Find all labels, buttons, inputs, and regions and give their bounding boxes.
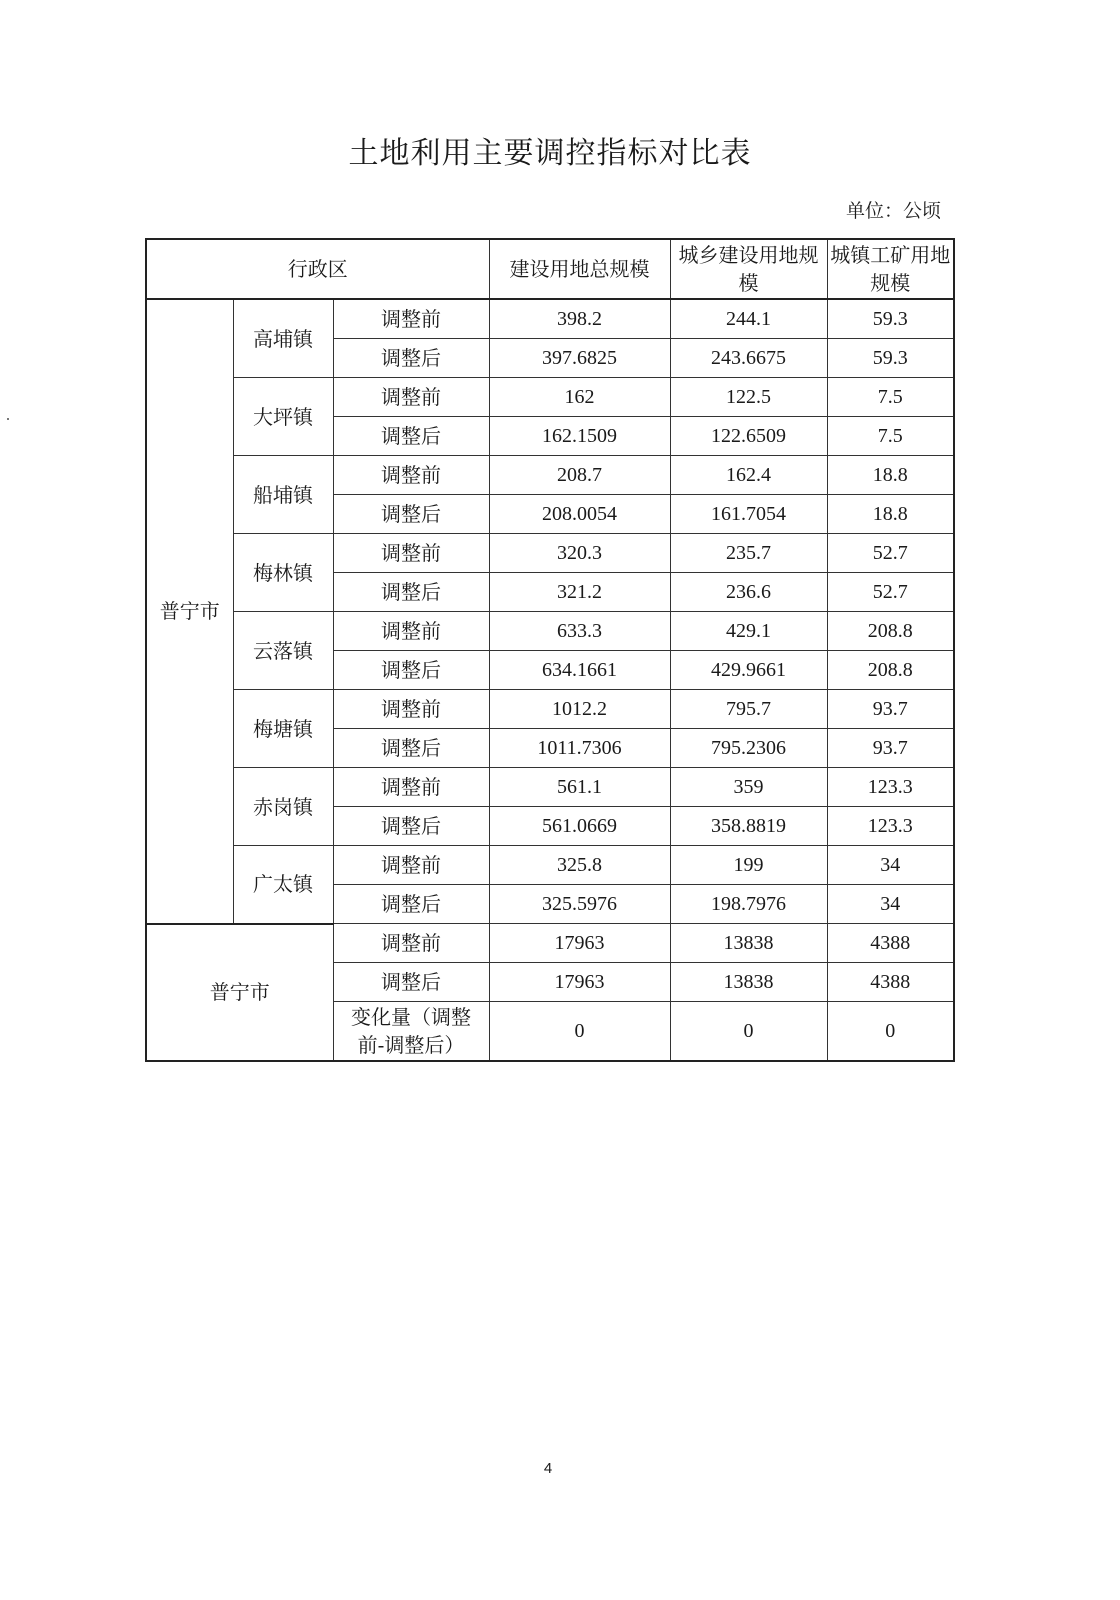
cell-urban-industrial-land: 34 <box>827 846 954 885</box>
stage-before-label: 调整前 <box>333 924 489 963</box>
cell-urban-rural-construction-land: 359 <box>670 768 827 807</box>
town-name: 云落镇 <box>233 612 333 690</box>
scan-speck <box>7 418 9 420</box>
cell-total-construction-land: 17963 <box>489 963 670 1002</box>
cell-urban-industrial-land: 93.7 <box>827 729 954 768</box>
cell-urban-rural-construction-land: 429.9661 <box>670 651 827 690</box>
cell-total-construction-land: 397.6825 <box>489 339 670 378</box>
cell-urban-rural-construction-land: 199 <box>670 846 827 885</box>
stage-after-label: 调整后 <box>333 807 489 846</box>
cell-urban-industrial-land: 18.8 <box>827 456 954 495</box>
cell-urban-industrial-land: 208.8 <box>827 612 954 651</box>
cell-total-construction-land: 208.0054 <box>489 495 670 534</box>
cell-urban-industrial-land: 93.7 <box>827 690 954 729</box>
cell-urban-industrial-land: 18.8 <box>827 495 954 534</box>
town-name: 梅林镇 <box>233 534 333 612</box>
stage-before-label: 调整前 <box>333 846 489 885</box>
cell-urban-rural-construction-land: 13838 <box>670 963 827 1002</box>
table-row <box>146 534 954 573</box>
cell-total-construction-land: 325.8 <box>489 846 670 885</box>
stage-after-label: 调整后 <box>333 573 489 612</box>
cell-urban-industrial-land: 34 <box>827 885 954 924</box>
cell-urban-industrial-land: 4388 <box>827 963 954 1002</box>
stage-before-label: 调整前 <box>333 690 489 729</box>
page-number: 4 <box>543 1460 553 1477</box>
city-label: 普宁市 <box>146 299 233 924</box>
header-region: 行政区 <box>146 239 489 299</box>
cell-total-construction-land: 633.3 <box>489 612 670 651</box>
cell-urban-rural-construction-land: 161.7054 <box>670 495 827 534</box>
stage-before-label: 调整前 <box>333 768 489 807</box>
cell-urban-industrial-land: 7.5 <box>827 417 954 456</box>
header-total-construction-land: 建设用地总规模 <box>489 239 670 299</box>
cell-urban-rural-construction-land: 13838 <box>670 924 827 963</box>
cell-urban-industrial-land: 52.7 <box>827 573 954 612</box>
stage-after-label: 调整后 <box>333 729 489 768</box>
cell-urban-rural-construction-land: 244.1 <box>670 299 827 339</box>
stage-before-label: 调整前 <box>333 299 489 339</box>
cell-urban-rural-construction-land: 795.7 <box>670 690 827 729</box>
stage-before-label: 调整前 <box>333 456 489 495</box>
table-row-total <box>146 924 954 963</box>
total-city-label: 普宁市 <box>146 924 333 1062</box>
cell-total-construction-land: 17963 <box>489 924 670 963</box>
cell-total-construction-land: 1011.7306 <box>489 729 670 768</box>
cell-urban-industrial-land: 208.8 <box>827 651 954 690</box>
cell-total-construction-land: 561.0669 <box>489 807 670 846</box>
stage-before-label: 调整前 <box>333 378 489 417</box>
header-row <box>146 239 954 299</box>
table-row <box>146 378 954 417</box>
town-name: 高埔镇 <box>233 299 333 378</box>
cell-total-construction-land: 208.7 <box>489 456 670 495</box>
header-urban-industrial-land: 城镇工矿用地规模 <box>827 239 954 299</box>
cell-urban-rural-construction-land: 358.8819 <box>670 807 827 846</box>
stage-after-label: 调整后 <box>333 885 489 924</box>
cell-urban-rural-construction-land: 429.1 <box>670 612 827 651</box>
town-name: 大坪镇 <box>233 378 333 456</box>
stage-before-label: 调整前 <box>333 612 489 651</box>
cell-urban-rural-construction-land: 795.2306 <box>670 729 827 768</box>
cell-urban-rural-construction-land: 122.5 <box>670 378 827 417</box>
stage-before-label: 调整前 <box>333 534 489 573</box>
cell-urban-industrial-land: 0 <box>827 1002 954 1062</box>
stage-after-label: 调整后 <box>333 495 489 534</box>
indicator-comparison-table <box>145 238 955 1062</box>
stage-after-label: 调整后 <box>333 963 489 1002</box>
table-row <box>146 299 954 339</box>
cell-urban-industrial-land: 7.5 <box>827 378 954 417</box>
cell-total-construction-land: 162.1509 <box>489 417 670 456</box>
cell-total-construction-land: 398.2 <box>489 299 670 339</box>
cell-total-construction-land: 0 <box>489 1002 670 1062</box>
cell-total-construction-land: 634.1661 <box>489 651 670 690</box>
table-row <box>146 768 954 807</box>
stage-after-label: 调整后 <box>333 651 489 690</box>
cell-urban-rural-construction-land: 198.7976 <box>670 885 827 924</box>
table-row <box>146 456 954 495</box>
cell-total-construction-land: 162 <box>489 378 670 417</box>
table-row <box>146 690 954 729</box>
town-name: 赤岗镇 <box>233 768 333 846</box>
cell-urban-industrial-land: 123.3 <box>827 807 954 846</box>
cell-urban-industrial-land: 59.3 <box>827 299 954 339</box>
stage-after-label: 调整后 <box>333 339 489 378</box>
cell-urban-rural-construction-land: 162.4 <box>670 456 827 495</box>
cell-urban-rural-construction-land: 243.6675 <box>670 339 827 378</box>
cell-total-construction-land: 321.2 <box>489 573 670 612</box>
cell-urban-industrial-land: 4388 <box>827 924 954 963</box>
cell-urban-industrial-land: 59.3 <box>827 339 954 378</box>
cell-total-construction-land: 325.5976 <box>489 885 670 924</box>
page-title: 土地利用主要调控指标对比表 <box>348 136 752 171</box>
cell-urban-rural-construction-land: 235.7 <box>670 534 827 573</box>
table-row <box>146 846 954 885</box>
table-row <box>146 612 954 651</box>
cell-urban-rural-construction-land: 122.6509 <box>670 417 827 456</box>
cell-urban-rural-construction-land: 0 <box>670 1002 827 1062</box>
cell-urban-industrial-land: 123.3 <box>827 768 954 807</box>
cell-urban-rural-construction-land: 236.6 <box>670 573 827 612</box>
town-name: 广太镇 <box>233 846 333 924</box>
stage-after-label: 调整后 <box>333 417 489 456</box>
cell-total-construction-land: 561.1 <box>489 768 670 807</box>
cell-urban-industrial-land: 52.7 <box>827 534 954 573</box>
town-name: 船埔镇 <box>233 456 333 534</box>
cell-total-construction-land: 1012.2 <box>489 690 670 729</box>
cell-total-construction-land: 320.3 <box>489 534 670 573</box>
unit-label: 单位：公顷 <box>846 200 942 222</box>
stage-change-label: 变化量（调整前-调整后） <box>333 1002 489 1062</box>
header-urban-rural-construction-land: 城乡建设用地规模 <box>670 239 827 299</box>
town-name: 梅塘镇 <box>233 690 333 768</box>
